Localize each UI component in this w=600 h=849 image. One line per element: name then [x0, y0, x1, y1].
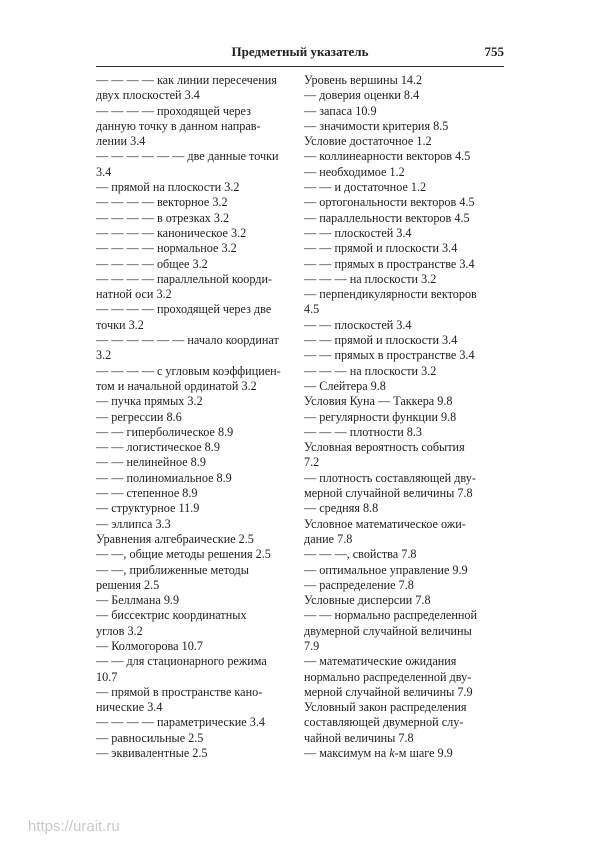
- index-line: — — прямой и плоскости 3.4: [304, 333, 458, 348]
- index-line: Условный закон распределения: [304, 700, 467, 715]
- index-line: дание 7.8: [304, 531, 353, 546]
- page-header: [96, 44, 504, 67]
- index-line: — ортогональности векторов 4.5: [304, 195, 475, 210]
- index-line: мерной случайной величины 7.8: [304, 486, 473, 501]
- index-line: — — — — параллельной коорди-: [96, 271, 273, 286]
- index-line: Уровень вершины 14.2: [304, 73, 423, 87]
- index-line: решения 2.5: [96, 577, 160, 592]
- index-line: Уравнения алгебраические 2.5: [96, 531, 254, 546]
- index-line: чайной величины 7.8: [304, 730, 414, 745]
- index-line: 7.2: [304, 455, 320, 470]
- index-line: — параллельности векторов 4.5: [304, 210, 470, 225]
- index-line: — Слейтера 9.8: [304, 378, 386, 393]
- index-line: — равносильные 2.5: [96, 730, 204, 745]
- index-line: — — плоскостей 3.4: [304, 317, 412, 332]
- index-line: — — — на плоскости 3.2: [304, 363, 437, 378]
- index-line: точки 3.2: [96, 317, 144, 332]
- index-line: — — прямой и плоскости 3.4: [304, 241, 458, 256]
- index-line: — — — — — — две данные точки: [96, 149, 279, 164]
- index-line: — — — — проходящей через две: [96, 302, 272, 317]
- index-line: — распределение 7.8: [304, 577, 414, 592]
- index-line: — — — — в отрезках 3.2: [96, 210, 230, 225]
- index-line: двумерной случайной величины: [304, 623, 472, 638]
- index-line: данную точку в данном направ-: [96, 118, 261, 133]
- index-line: — — прямых в пространстве 3.4: [304, 348, 475, 363]
- index-line: — — — — векторное 3.2: [96, 195, 228, 210]
- index-line: — доверия оценки 8.4: [304, 88, 420, 103]
- index-line: нормально распределенной дву-: [304, 669, 472, 684]
- index-line: — — — — с угловым коэффициен-: [96, 363, 281, 378]
- index-line: — математические ожидания: [304, 654, 457, 669]
- index-line: — — — — нормальное 3.2: [96, 241, 237, 256]
- index-line: — запаса 10.9: [304, 103, 377, 118]
- page-number: 755: [484, 44, 504, 59]
- index-column-right: [304, 73, 504, 761]
- index-line: Условие достаточное 1.2: [304, 134, 432, 149]
- index-line: — —, общие методы решения 2.5: [96, 547, 271, 562]
- index-line: 10.7: [96, 669, 118, 684]
- index-line: — — — — проходящей через: [96, 103, 251, 118]
- index-line: — Колмогорова 10.7: [96, 638, 203, 653]
- index-line: — плотность составляющей дву-: [304, 470, 476, 485]
- index-line: — перпендикулярности векторов: [304, 287, 477, 302]
- index-line: 3.2: [96, 348, 112, 363]
- index-line: — оптимальное управление 9.9: [304, 562, 468, 577]
- index-line: — — для стационарного режима: [96, 654, 267, 669]
- index-line: 7.9: [304, 638, 320, 653]
- index-line: — — — плотности 8.3: [304, 424, 423, 439]
- index-line: — — степенное 8.9: [96, 486, 198, 501]
- index-line: — — — — общее 3.2: [96, 256, 208, 271]
- index-line: — средняя 8.8: [304, 501, 379, 516]
- index-line: — — прямых в пространстве 3.4: [304, 256, 475, 271]
- index-line: — эквивалентные 2.5: [96, 746, 208, 761]
- index-line: — — полиномиальное 8.9: [96, 470, 232, 485]
- index-line: — — — — каноническое 3.2: [96, 225, 247, 240]
- index-line: — эллипса 3.3: [96, 516, 171, 531]
- index-line: — прямой в пространстве кано-: [96, 684, 263, 699]
- index-line: — — плоскостей 3.4: [304, 225, 412, 240]
- index-line: Условия Куна — Таккера 9.8: [304, 394, 453, 409]
- index-line: — — — — — — начало координат: [96, 333, 279, 348]
- index-line: том и начальной ординатой 3.2: [96, 378, 257, 393]
- index-line: — — —, свойства 7.8: [304, 547, 417, 562]
- index-line: мерной случайной величины 7.9: [304, 684, 473, 699]
- index-line: нические 3.4: [96, 700, 163, 715]
- index-line: составляющей двумерной слу-: [304, 715, 464, 730]
- index-line: — — — — параметрические 3.4: [96, 715, 265, 730]
- index-line: — прямой на плоскости 3.2: [96, 180, 240, 195]
- index-line: Условное математическое ожи-: [304, 516, 466, 531]
- index-line: 3.4: [96, 164, 112, 179]
- index-line: — — логистическое 8.9: [96, 440, 220, 455]
- watermark: https://urait.ru: [28, 818, 120, 835]
- index-line: углов 3.2: [96, 623, 143, 638]
- index-line: — Беллмана 9.9: [96, 593, 180, 608]
- index-line: — — и достаточное 1.2: [304, 180, 427, 195]
- index-line: — регулярности функции 9.8: [304, 409, 457, 424]
- index-line: — значимости критерия 8.5: [304, 118, 449, 133]
- index-line: — коллинеарности векторов 4.5: [304, 149, 471, 164]
- index-line: — — нормально распределенной: [304, 608, 477, 623]
- index-line: 4.5: [304, 302, 320, 317]
- index-line: двух плоскостей 3.4: [96, 88, 200, 103]
- index-line: натной оси 3.2: [96, 287, 172, 302]
- index-line: — —, приближенные методы: [96, 562, 249, 577]
- index-line: — пучка прямых 3.2: [96, 394, 203, 409]
- page-title: Предметный указатель: [231, 44, 369, 59]
- index-line: — — нелинейное 8.9: [96, 455, 206, 470]
- index-line: — — гиперболическое 8.9: [96, 424, 234, 439]
- index-line: — — — на плоскости 3.2: [304, 271, 437, 286]
- index-line: лении 3.4: [96, 134, 146, 149]
- index-line: — структурное 11.9: [96, 501, 200, 516]
- index-line: — биссектрис координатных: [96, 608, 247, 623]
- index-line: — — — — как линии пересечения: [96, 73, 277, 87]
- index-line: Условные дисперсии 7.8: [304, 593, 431, 608]
- index-line: — регрессии 8.6: [96, 409, 182, 424]
- index-column-left: [96, 73, 292, 761]
- index-line: — необходимое 1.2: [304, 164, 405, 179]
- index-line: Условная вероятность события: [304, 440, 465, 455]
- index-line: — максимум на k-м шаге 9.9: [304, 746, 453, 761]
